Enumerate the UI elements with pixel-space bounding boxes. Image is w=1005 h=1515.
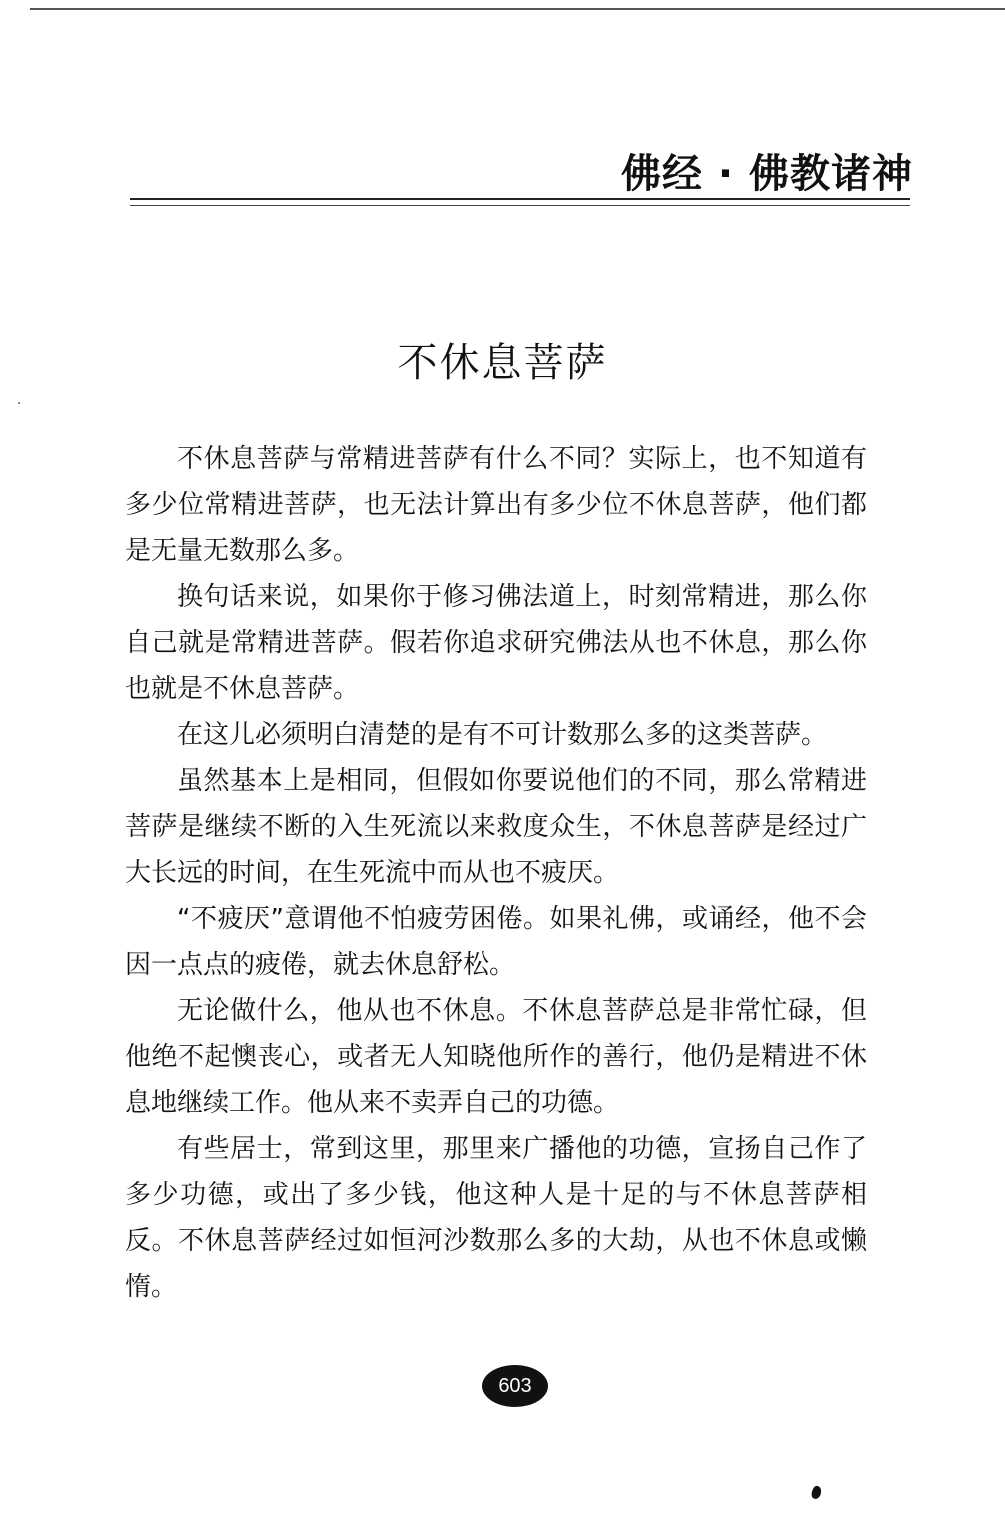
paragraph-7: 有些居士，常到这里，那里来广播他的功德，宣扬自己作了多少功德，或出了多少钱，他这种人是十足的与不休息菩萨相反。不休息菩萨经过如恒河沙数那么多的大劫，从也不休息或懒惰。 [125,1134,867,1302]
running-header-title: 佛经 · 佛教诸神 [620,151,913,197]
margin-speck [18,402,20,404]
paragraph-4: 虽然基本上是相同，但假如你要说他们的不同，那么常精进菩萨是继续不断的入生死流以来救度众生，不休息菩萨是经过广大长远的时间，在生死流中而从也不疲厌。 [125,766,867,888]
top-border-rule [30,8,1005,10]
article-body [125,436,867,1310]
paragraph-3: 在这儿必须明白清楚的是有不可计数那么多的这类菩萨。 [177,720,828,750]
page-number-badge: 603 [482,1365,548,1407]
paragraph-1: 不休息菩萨与常精进菩萨有什么不同？实际上，也不知道有多少位常精进菩萨，也无法计算出有多少位不休息菩萨，他们都是无量无数那么多。 [125,444,867,566]
header-rule-thin [130,205,910,206]
paragraph-5: “不疲厌”意谓他不怕疲劳困倦。如果礼佛，或诵经，他不会因一点点的疲倦，就去休息舒松。 [125,904,867,980]
header-rule-thick [130,198,910,200]
scan-speck [810,1485,823,1500]
article-title: 不休息菩萨 [397,339,608,386]
paragraph-2: 换句话来说，如果你于修习佛法道上，时刻常精进，那么你自己就是常精进菩萨。假若你追求研究佛法从也不休息，那么你也就是不休息菩萨。 [125,582,867,704]
paragraph-6: 无论做什么，他从也不休息。不休息菩萨总是非常忙碌，但他绝不起懊丧心，或者无人知晓他所作的善行，他仍是精进不休息地继续工作。他从来不卖弄自己的功德。 [125,996,867,1118]
